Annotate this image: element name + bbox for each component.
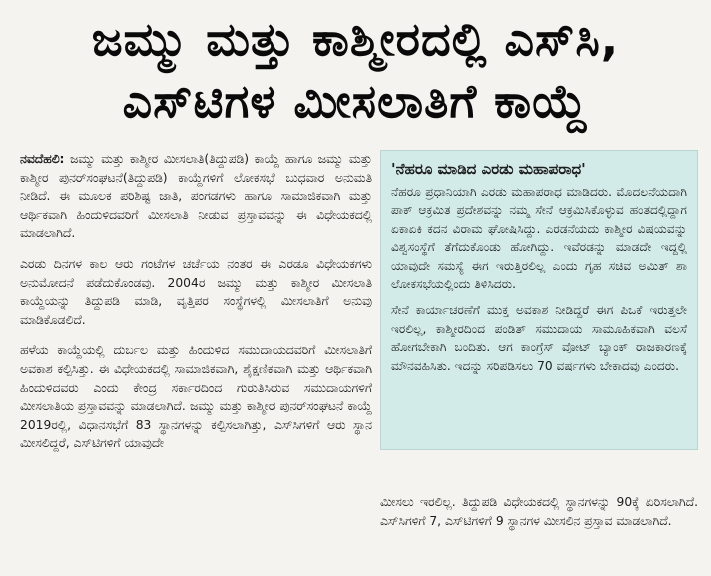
article-paragraph: ಹಳೆಯ ಕಾಯ್ದೆಯಲ್ಲಿ ದುರ್ಬಲ ಮತ್ತು ಹಿಂದುಳಿದ ಸಮುದಾಯದವರಿಗೆ ಮೀಸಲಾತಿಗೆ ಅವಕಾಶ ಕಲ್ಪಿಸಿತ್ತು. ಈ ವಿಧೇಯಕದಲ್ಲಿ ಸಾಮಾಜಿಕವಾಗಿ, ಶೈಕ್ಷಣಿಕವಾಗಿ ಮತ್ತು ಆರ್ಥಿಕವಾಗಿ ಹಿಂದುಳಿದವರು ಎಂದು ಕೇಂದ್ರ ಸರ್ಕಾರದಿಂದ ಗುರುತಿಸಿರುವ ಸಮುದಾಯಗಳಿಗೆ ಮೀಸಲಾತಿಯ ಪ್ರಸ್ತಾವವನ್ನು ಮಾಡಲಾಗಿದೆ. ಜಮ್ಮು ಮತ್ತು ಕಾಶ್ಮೀರ ಪುನರ್‌ಸಂಘಟನೆ ಕಾಯ್ದೆ 2019ರಲ್ಲಿ, ವಿಧಾನಸಭೆಗೆ 83 ಸ್ಥಾನಗಳನ್ನು ಕಲ್ಪಿಸಲಾಗಿತ್ತು, ಎಸ್‌ಸಿಗಳಿಗೆ ಆರು ಸ್ಥಾನ ಮೀಸಲಿದ್ದರೆ, ಎಸ್‌ಟಿಗಳಿಗೆ ಯಾವುದೇ <box>20 343 372 451</box>
headline-line-1: ಜಮ್ಮು ಮತ್ತು ಕಾಶ್ಮೀರದಲ್ಲಿ ಎಸ್‌ಸಿ, <box>91 12 620 66</box>
article-paragraph: ಎರಡು ದಿನಗಳ ಕಾಲ ಆರು ಗಂಟೆಗಳ ಚರ್ಚೆಯ ನಂತರ ಈ ಎರಡೂ ವಿಧೇಯಕಗಳು ಅನುಮೋದನೆ ಪಡೆದುಕೊಂಡವು. 2004ರ ಜಮ್ಮು ಮತ್ತು ಕಾಶ್ಮೀರ ಮೀಸಲಾತಿ ಕಾಯ್ದೆಯನ್ನು ತಿದ್ದುಪಡಿ ಮಾಡಿ, ವೃತ್ತಿಪರ ಸಂಸ್ಥೆಗಳಲ್ಲಿ ಮೀಸಲಾತಿಗೆ ಅನುವು ಮಾಡಿಕೊಡಲಿದೆ. <box>20 256 372 327</box>
headline <box>0 0 711 142</box>
article-left-column <box>20 150 372 570</box>
article-paragraph <box>20 150 372 243</box>
headline-line-2: ಎಸ್‌ಟಿಗಳ ಮೀಸಲಾತಿಗೆ ಕಾಯ್ದೆ <box>122 74 589 128</box>
dateline: ನವದೆಹಲಿ: <box>20 152 65 166</box>
sidebar-paragraph: ನೆಹರೂ ಪ್ರಧಾನಿಯಾಗಿ ಎರಡು ಮಹಾಪರಾಧ ಮಾಡಿದರು. ಮೊದಲನೆಯದಾಗಿ ಪಾಕ್ ಆಕ್ರಮಿತ ಪ್ರದೇಶವನ್ನು ನಮ್ಮ ಸೇನೆ ಆಕ್ರಮಿಸಿಕೊಳ್ಳುವ ಹಂತದಲ್ಲಿದ್ದಾಗ ಏಕಾಏಕಿ ಕದನ ವಿರಾಮ ಘೋಷಿಸಿದ್ದು. ಎರಡನೆಯದು ಕಾಶ್ಮೀರ ವಿಷಯವನ್ನು ವಿಶ್ವಸಂಸ್ಥೆಗೆ ತೆಗೆದುಕೊಂಡು ಹೋಗಿದ್ದು. ಇವೆರಡನ್ನು ಮಾಡದೇ ಇದ್ದಲ್ಲಿ ಯಾವುದೇ ಸಮಸ್ಯೆ ಈಗ ಇರುತ್ತಿರಲಿಲ್ಲ ಎಂದು ಗೃಹ ಸಚಿವ ಅಮಿತ್ ಶಾ ಲೋಕಸಭೆಯಲ್ಲಿಂದು ತಿಳಿಸಿದರು. <box>391 185 687 292</box>
article-paragraph: ಮೀಸಲು ಇರಲಿಲ್ಲ. ತಿದ್ದುಪಡಿ ವಿಧೇಯಕದಲ್ಲಿ ಸ್ಥಾನಗಳನ್ನು 90ಕ್ಕೆ ಏರಿಸಲಾಗಿದೆ. ಎಸ್‌ಸಿಗಳಿಗೆ 7, ಎಸ್‌ಟಿಗಳಿಗೆ 9 ಸ್ಥಾನಗಳ ಮೀಸಲಿನ ಪ್ರಸ್ತಾವ ಮಾಡಲಾಗಿದೆ. <box>380 495 698 528</box>
sidebar-paragraph: ಸೇನೆ ಕಾರ್ಯಾಚರಣೆಗೆ ಮುಕ್ತ ಅವಕಾಶ ನೀಡಿದ್ದರೆ ಈಗ ಪಿಒಕೆ ಇರುತ್ತಲೇ ಇರಲಿಲ್ಲ, ಕಾಶ್ಮೀರದಿಂದ ಪಂಡಿತ್ ಸಮುದಾಯ ಸಾಮೂಹಿಕವಾಗಿ ವಲಸೆ ಹೋಗಬೇಕಾಗಿ ಬಂದಿತು. ಆಗ ಕಾಂಗ್ರೆಸ್ ವೋಟ್ ಬ್ಯಾಂಕ್ ರಾಜಕಾರಣಕ್ಕೆ ಮೌನವಹಿಸಿತು. ಇದನ್ನು ಸರಿಪಡಿಸಲು 70 ವರ್ಷಗಳು ಬೇಕಾದವು ಎಂದರು. <box>391 303 687 373</box>
sidebar-title: 'ನೆಹರೂ ಮಾಡಿದ ಎರಡು ಮಹಾಪರಾಧ' <box>391 160 586 178</box>
article-paragraph-text: ಜಮ್ಮು ಮತ್ತು ಕಾಶ್ಮೀರ ಮೀಸಲಾತಿ(ತಿದ್ದುಪಡಿ) ಕಾಯ್ದೆ ಹಾಗೂ ಜಮ್ಮು ಮತ್ತು ಕಾಶ್ಮೀರ ಪುನರ್‌ಸಂಘಟನೆ(ತಿದ್ದುಪಡಿ) ಕಾಯ್ದೆಗಳಿಗೆ ಲೋಕಸಭೆ ಬುಧವಾರ ಅನುಮತಿ ನೀಡಿದೆ. ಈ ಮೂಲಕ ಪರಿಶಿಷ್ಟ ಜಾತಿ, ಪಂಗಡಗಳು ಹಾಗೂ ಸಾಮಾಜಿಕವಾಗಿ ಮತ್ತು ಆರ್ಥಿಕವಾಗಿ ಹಿಂದುಳಿದವರಿಗೆ ಮೀಸಲಾತಿ ನೀಡುವ ಪ್ರಸ್ತಾವವನ್ನು ಈ ವಿಧೇಯಕದಲ್ಲಿ ಮಾಡಲಾಗಿದೆ. <box>20 152 372 241</box>
article-continuation <box>380 493 698 571</box>
sidebar-box <box>380 150 698 450</box>
